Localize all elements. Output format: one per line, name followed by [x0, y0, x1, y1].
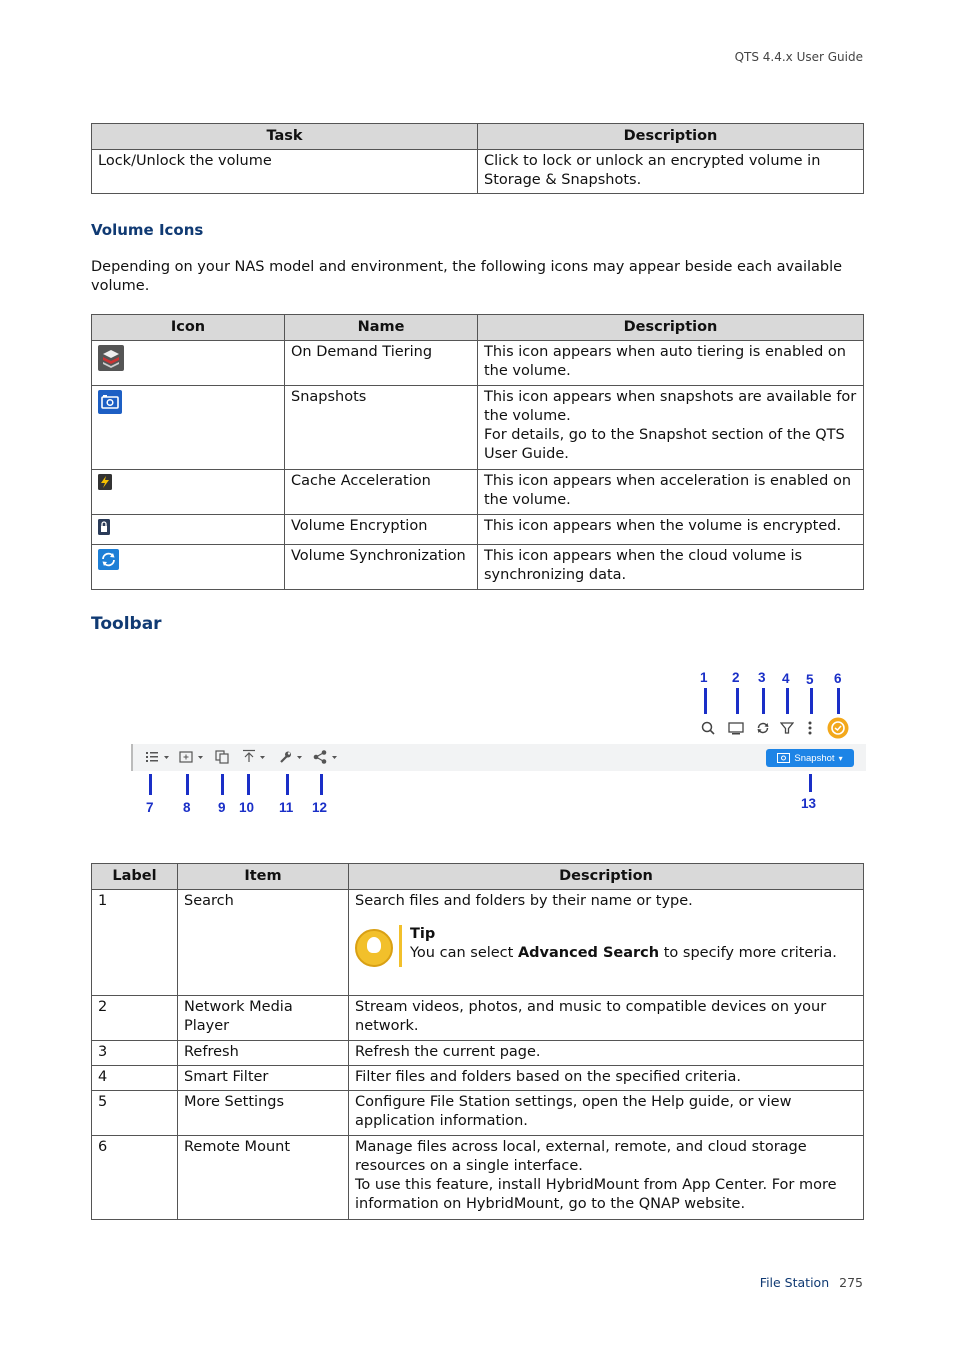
- more-settings-icon[interactable]: [807, 721, 813, 738]
- column-header: Task: [92, 124, 478, 150]
- description-line: Manage files across local, external, remote, and cloud storage resources on a single interface.: [355, 1139, 807, 1174]
- callout-number: 10: [239, 800, 255, 815]
- tip-text: You can select Advanced Search to specify more criteria.: [410, 945, 837, 961]
- table-row: [92, 996, 864, 1041]
- column-header: Name: [285, 315, 478, 341]
- description-line: This icon appears when snapshots are available for the volume.: [484, 389, 857, 424]
- callout-line: [286, 774, 289, 795]
- callout-number: 11: [279, 800, 294, 815]
- callout-line: [149, 774, 152, 795]
- label-cell: 3: [92, 1041, 178, 1066]
- item-cell: More Settings: [178, 1091, 349, 1136]
- lightbulb-icon: [355, 929, 393, 967]
- toolbar-table: [91, 863, 864, 1220]
- advanced-search-term: Advanced Search: [517, 945, 660, 961]
- view-mode-icon[interactable]: [145, 750, 171, 767]
- create-folder-icon[interactable]: [179, 750, 205, 767]
- name-cell: Cache Acceleration: [285, 470, 478, 515]
- item-cell: Smart Filter: [178, 1066, 349, 1091]
- callout-line: [221, 774, 224, 795]
- description-line: Configure File Station settings, open the Help guide, or view application information.: [355, 1094, 792, 1129]
- callout-line: [186, 774, 189, 795]
- callout-number: 13: [801, 796, 817, 811]
- column-header: Description: [349, 864, 864, 890]
- table-row: [92, 545, 864, 590]
- description-line: Stream videos, photos, and music to compatible devices on your network.: [355, 999, 827, 1034]
- camera-icon: [777, 753, 790, 763]
- callout-line: [810, 688, 813, 714]
- task-table: [91, 123, 864, 194]
- callout-line: [809, 774, 812, 792]
- callout-line: [762, 688, 765, 714]
- page-number: 275: [839, 1275, 863, 1290]
- page-footer: [760, 1275, 863, 1290]
- callout-number: 3: [758, 670, 766, 685]
- description-line: Refresh the current page.: [355, 1044, 541, 1060]
- table-row: [92, 515, 864, 545]
- upload-icon[interactable]: [241, 749, 267, 766]
- table-row: [92, 1136, 864, 1220]
- name-cell: Snapshots: [285, 386, 478, 470]
- network-media-player-icon[interactable]: [728, 722, 744, 738]
- callout-number: 2: [732, 670, 740, 685]
- table-row: [92, 1066, 864, 1091]
- label-cell: 4: [92, 1066, 178, 1091]
- callout-number: 8: [183, 800, 191, 815]
- snapshot-button-label: Snapshot: [794, 752, 835, 764]
- callout-line: [786, 688, 789, 714]
- table-row: [92, 341, 864, 386]
- search-icon[interactable]: [701, 721, 715, 738]
- description-line: This icon appears when the volume is encrypted.: [484, 518, 842, 534]
- share-icon[interactable]: [313, 750, 339, 767]
- label-cell: 2: [92, 996, 178, 1041]
- lock-icon: [98, 519, 110, 541]
- guide-title: QTS 4.4.x User Guide: [734, 50, 863, 64]
- table-row: [92, 470, 864, 515]
- remote-mount-icon[interactable]: [827, 717, 849, 742]
- label-cell: 5: [92, 1091, 178, 1136]
- description-line: This icon appears when acceleration is enabled on the volume.: [484, 473, 852, 508]
- tools-icon[interactable]: [278, 750, 304, 767]
- tiering-icon: [98, 345, 124, 377]
- name-cell: Volume Synchronization: [285, 545, 478, 590]
- callout-number: 9: [218, 800, 226, 815]
- description-line: This icon appears when the cloud volume is synchronizing data.: [484, 548, 803, 583]
- description-line: For details, go to the Snapshot section of the QTS User Guide.: [484, 427, 845, 462]
- callout-line: [837, 688, 840, 714]
- cache-acceleration-icon: [98, 474, 112, 496]
- description-line: This icon appears when auto tiering is enabled on the volume.: [484, 344, 846, 379]
- name-cell: Volume Encryption: [285, 515, 478, 545]
- callout-line: [320, 774, 323, 795]
- callout-number: 12: [312, 800, 328, 815]
- toolbar-figure: [91, 660, 864, 820]
- description-cell: Click to lock or unlock an encrypted volume in Storage & Snapshots.: [478, 150, 864, 194]
- tip-title: Tip: [410, 926, 436, 942]
- table-row: [92, 150, 864, 194]
- callout-number: 1: [700, 670, 708, 685]
- callout-number: 6: [834, 671, 842, 686]
- footer-section: File Station: [759, 1275, 830, 1290]
- snapshot-icon: [98, 390, 122, 420]
- sync-icon: [98, 549, 119, 576]
- refresh-icon[interactable]: [756, 721, 770, 738]
- table-row: [92, 1041, 864, 1066]
- description-line: Search files and folders by their name or type.: [355, 893, 693, 909]
- copy-icon[interactable]: [215, 750, 229, 767]
- callout-line: [247, 774, 250, 795]
- tip-divider: [399, 925, 402, 967]
- item-cell: Refresh: [178, 1041, 349, 1066]
- column-header: Icon: [92, 315, 285, 341]
- description-line: To use this feature, install HybridMount from App Center. For more information on HybridMount, go to the QNAP website.: [355, 1177, 837, 1212]
- callout-line: [736, 688, 739, 714]
- label-cell: 1: [92, 890, 178, 996]
- file-station-toolbar: [131, 744, 866, 771]
- column-header: Item: [178, 864, 349, 890]
- tip-box: [355, 925, 857, 967]
- item-cell: Search: [178, 890, 349, 996]
- table-row: [92, 890, 864, 996]
- name-cell: On Demand Tiering: [285, 341, 478, 386]
- column-header: Description: [478, 315, 864, 341]
- description-line: Filter files and folders based on the specified criteria.: [355, 1069, 741, 1085]
- item-cell: Remote Mount: [178, 1136, 349, 1220]
- task-cell: Lock/Unlock the volume: [92, 150, 478, 194]
- callout-number: 7: [146, 800, 154, 815]
- table-row: [92, 1091, 864, 1136]
- callout-number: 4: [782, 671, 790, 686]
- section-heading-toolbar: Toolbar: [91, 614, 162, 634]
- chevron-down-icon: ▾: [838, 753, 843, 763]
- column-header: Label: [92, 864, 178, 890]
- label-cell: 6: [92, 1136, 178, 1220]
- item-cell: Network Media Player: [178, 996, 349, 1041]
- callout-line: [704, 688, 707, 714]
- smart-filter-icon[interactable]: [780, 721, 794, 738]
- callout-number: 5: [806, 672, 814, 687]
- snapshot-button[interactable]: [766, 749, 854, 767]
- table-row: [92, 386, 864, 470]
- section-heading-volume-icons: Volume Icons: [91, 221, 204, 239]
- column-header: Description: [478, 124, 864, 150]
- volume-icons-table: [91, 314, 864, 590]
- volume-icons-intro: Depending on your NAS model and environment, the following icons may appear beside each available volume.: [91, 259, 843, 294]
